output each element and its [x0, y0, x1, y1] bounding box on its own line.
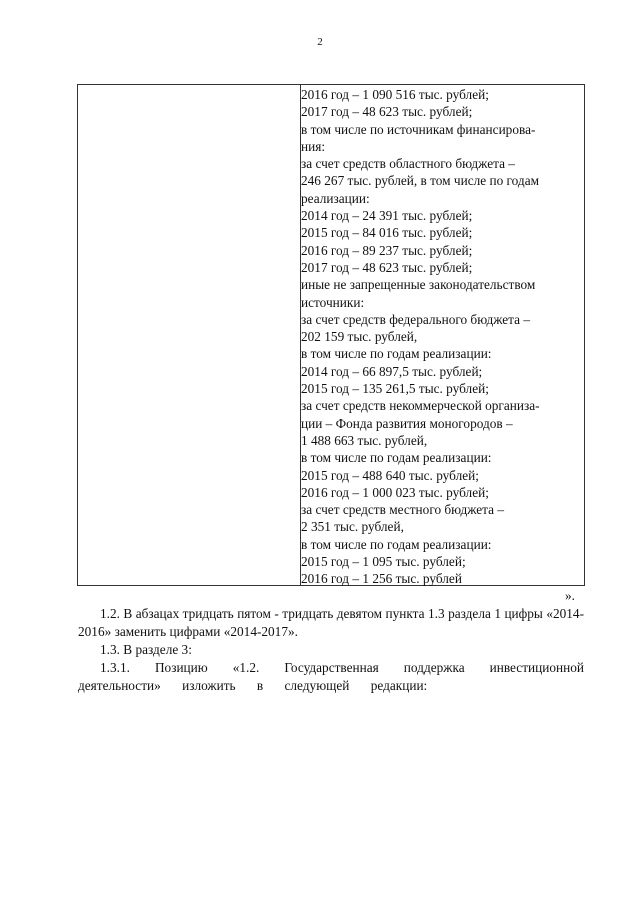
cell-line: 2014 год – 24 391 тыс. рублей; — [301, 208, 473, 224]
cell-line: реализации: — [301, 190, 370, 206]
cell-line: за счет средств федерального бюджета – — [301, 311, 530, 327]
cell-line: источники: — [301, 294, 365, 310]
cell-line: в том числе по годам реализации: — [301, 450, 492, 466]
paragraph-1-2: 1.2. В абзацах тридцать пятом - тридцать девятом пункта 1.3 раздела 1 цифры «2014-2016» заменить цифрами «2014-2017». — [78, 606, 584, 639]
cell-line: 2015 год – 84 016 тыс. рублей; — [301, 225, 473, 241]
cell-line: в том числе по годам реализации: — [301, 536, 492, 552]
cell-line: 2014 год – 66 897,5 тыс. рублей; — [301, 363, 483, 379]
paragraph-1-3: 1.3. В разделе 3: — [100, 642, 192, 657]
cell-line: 202 159 тыс. рублей, — [301, 329, 418, 345]
cell-line: за счет средств некоммерческой организа- — [301, 398, 540, 414]
cell-line: за счет средств областного бюджета – — [301, 156, 515, 172]
cell-line: 2016 год – 1 256 тыс. рублей — [301, 571, 462, 587]
cell-line: 1 488 663 тыс. рублей, — [301, 432, 428, 448]
cell-line: 2015 год – 135 261,5 тыс. рублей; — [301, 381, 489, 397]
cell-line: в том числе по годам реализации: — [301, 346, 492, 362]
cell-line: 2017 год – 48 623 тыс. рублей; — [301, 104, 473, 120]
cell-line: иные не запрещенные законодательством — [301, 277, 536, 293]
paragraph-1-3-1 — [78, 659, 584, 695]
cell-line: 2016 год – 89 237 тыс. рублей; — [301, 242, 473, 258]
cell-line: 2 351 тыс. рублей, — [301, 519, 404, 535]
cell-line: ции – Фонда развития моногородов – — [301, 415, 513, 431]
cell-line: 2016 год – 1 090 516 тыс. рублей; — [301, 87, 489, 102]
paragraph-1-3-1-text: 1.3.1. Позицию «1.2. Государственная поддержка инвестиционной деятельности» изложить в следующей редакции: — [78, 660, 584, 693]
cell-line: 2017 год – 48 623 тыс. рублей; — [301, 259, 473, 275]
cell-line: ния: — [301, 138, 326, 154]
cell-line: 2015 год – 488 640 тыс. рублей; — [301, 467, 479, 483]
cell-line: за счет средств местного бюджета – — [301, 502, 504, 518]
table-cell-financing — [301, 86, 583, 588]
page-number: 2 — [317, 36, 323, 48]
cell-line: в том числе по источникам финансирова- — [301, 121, 536, 137]
cell-line: 2016 год – 1 000 023 тыс. рублей; — [301, 484, 489, 500]
cell-line: 2015 год – 1 095 тыс. рублей; — [301, 554, 466, 570]
cell-line: 246 267 тыс. рублей, в том числе по годам — [301, 173, 540, 189]
closing-quote: ». — [565, 588, 575, 603]
